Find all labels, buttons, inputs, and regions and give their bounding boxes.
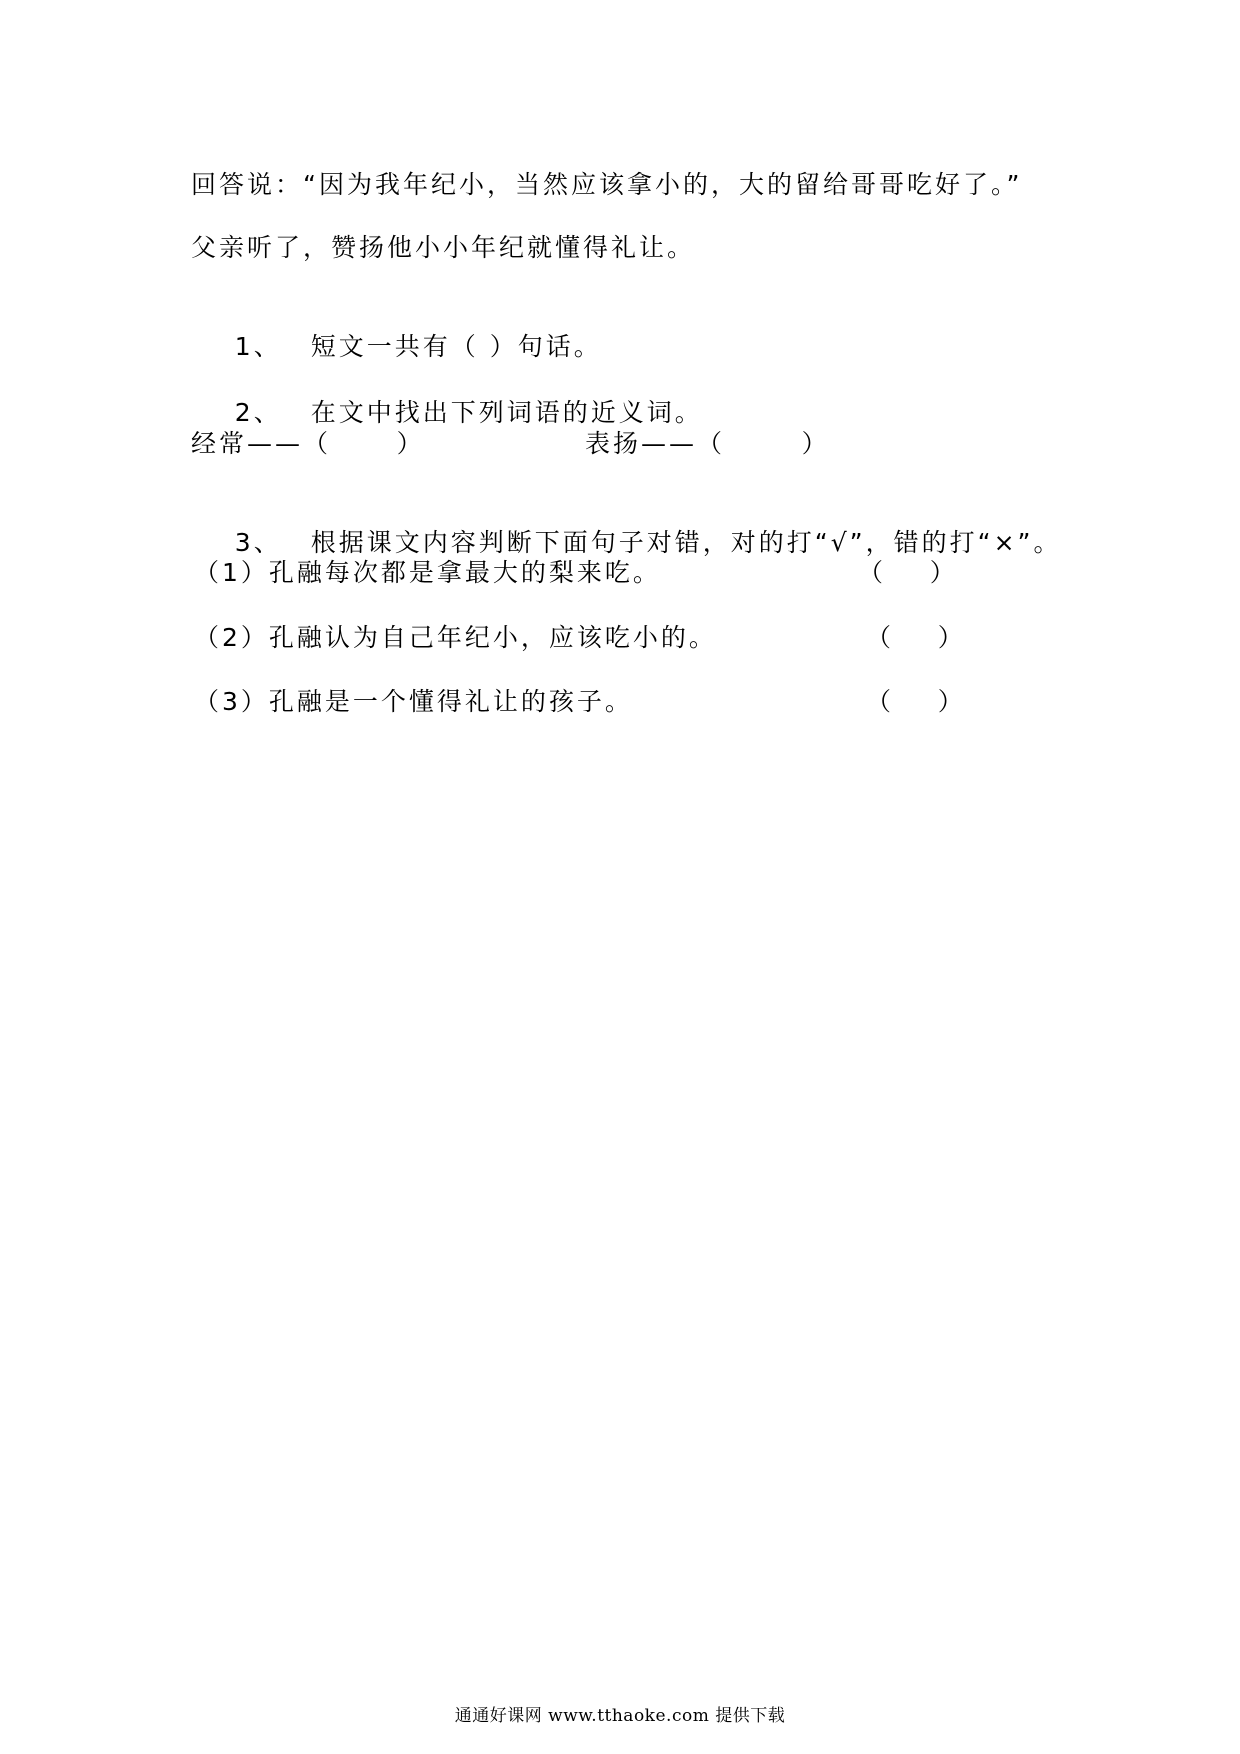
question-2-text: 在文中找出下列词语的近义词。 xyxy=(310,398,703,427)
question-2-number: 2、 xyxy=(234,398,282,427)
judgment-3: （3）孔融是一个懂得礼让的孩子。 xyxy=(194,687,633,716)
passage-line-2: 父亲听了，赞扬他小小年纪就懂得礼让。 xyxy=(191,233,696,262)
footer-credit: 通通好课网 www.tthaoke.com 提供下载 xyxy=(454,1706,786,1726)
synonym-right: 表扬——（ ） xyxy=(585,429,830,458)
judgment-2-blank: （ ） xyxy=(866,623,966,652)
synonym-left: 经常——（ ） xyxy=(191,429,425,458)
question-3-text: 根据课文内容判断下面句子对错，对的打“√”，错的打“×”。 xyxy=(310,528,1062,557)
judgment-2: （2）孔融认为自己年纪小，应该吃小的。 xyxy=(194,623,717,652)
question-1-text: 短文一共有（ ）句话。 xyxy=(310,332,602,361)
question-3-number: 3、 xyxy=(234,528,282,557)
question-1-number: 1、 xyxy=(234,332,282,361)
judgment-3-blank: （ ） xyxy=(866,687,966,716)
passage-line-1: 回答说：“因为我年纪小，当然应该拿小的，大的留给哥哥吃好了。” xyxy=(191,170,1023,199)
judgment-1-blank: （ ） xyxy=(858,558,958,587)
judgment-1: （1）孔融每次都是拿最大的梨来吃。 xyxy=(194,558,661,587)
